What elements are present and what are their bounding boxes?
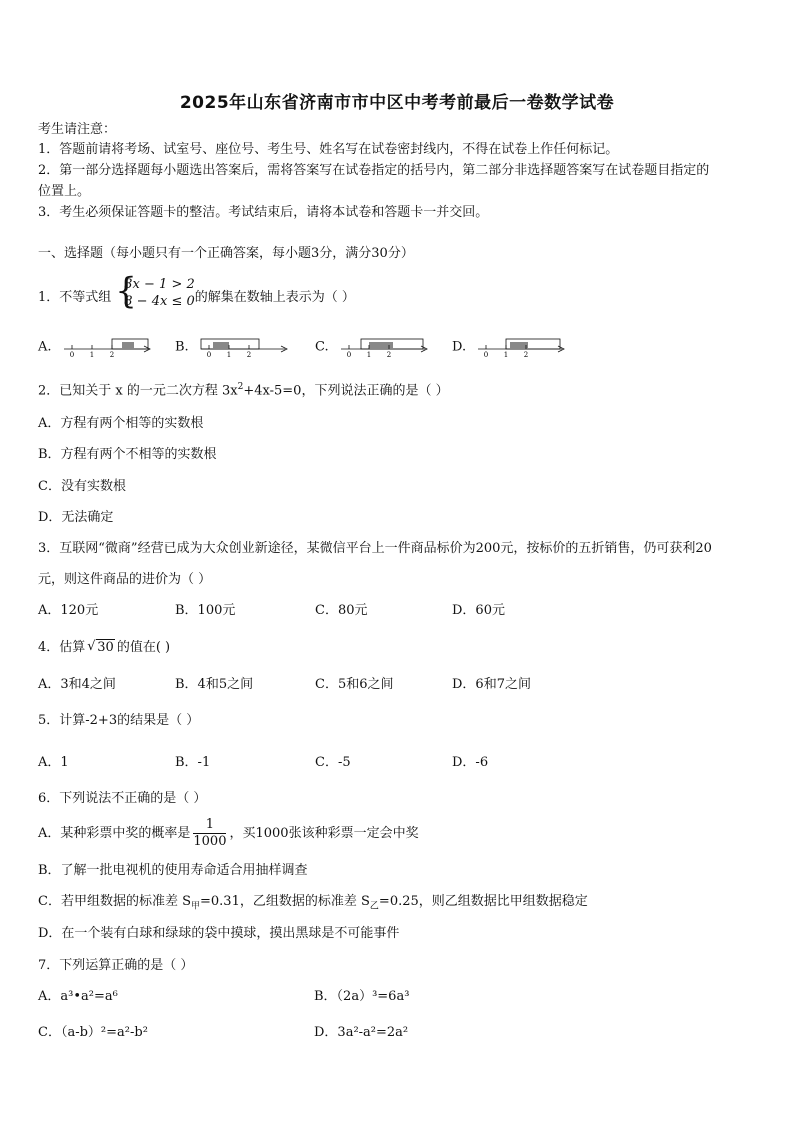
- tick-label: 1: [504, 351, 509, 358]
- notice-heading: 考生请注意：: [38, 122, 117, 137]
- fraction-numerator: 1: [193, 817, 226, 834]
- number-line-c: [339, 336, 429, 358]
- question-4: [38, 639, 170, 657]
- q7-options-row-2: [38, 1024, 758, 1044]
- tick-label: 1: [366, 351, 371, 358]
- question-3-line-2: 元，则这件商品的进价为（ ）: [38, 572, 212, 587]
- tick-label: 2: [246, 351, 252, 358]
- q7-option-b[interactable]: B．（2a）³=6a³: [314, 989, 410, 1004]
- tick-label: 0: [346, 351, 351, 358]
- q1-option-b[interactable]: [175, 336, 289, 358]
- question-7: 7．下列运算正确的是（ ）: [38, 958, 194, 973]
- q4-prefix: 4．估算: [38, 640, 86, 655]
- option-label: A.: [38, 339, 52, 355]
- option-label: C.: [315, 339, 329, 355]
- q5-option-b[interactable]: B．-1: [175, 755, 211, 770]
- q1-option-c[interactable]: [315, 336, 429, 358]
- q7-option-d[interactable]: D．3a²-a²=2a²: [314, 1025, 409, 1040]
- page-title: 2025年山东省济南市市中区中考考前最后一卷数学试卷: [179, 93, 615, 113]
- q3-option-d[interactable]: D．60元: [452, 603, 505, 618]
- tick-label: 0: [206, 351, 212, 358]
- inequality-system: [115, 270, 195, 319]
- number-line-a: [62, 336, 152, 358]
- q1-suffix: 的解集在数轴上表示为（ ）: [194, 290, 355, 305]
- q5-options: [38, 754, 758, 774]
- q6-option-c-text: C．若甲组数据的标准差 S: [38, 894, 191, 909]
- notice-item-2-cont: 位置上。: [38, 184, 91, 199]
- notice-item-3: 3．考生必须保证答题卡的整洁。考试结束后，请将本试卷和答题卡一并交回。: [38, 205, 489, 220]
- q5-option-a[interactable]: A．1: [38, 755, 69, 770]
- tick-label: 2: [109, 351, 114, 358]
- notice-item-2: 2．第一部分选择题每小题选出答案后，需将答案写在试卷指定的括号内，第二部分非选择题答案写在试卷题目指定的: [38, 163, 710, 178]
- question-2: 2．已知关于 x 的一元二次方程 $3x^2+4x-5=0$，下列说法正确的是（ ）: [38, 382, 449, 399]
- option-label: D.: [452, 339, 467, 355]
- q6-option-a[interactable]: [38, 816, 419, 852]
- tick-label: 1: [89, 351, 94, 358]
- tick-label: 1: [226, 351, 232, 358]
- q6-option-c-tail: =0.25，则乙组数据比甲组数据稳定: [378, 894, 588, 909]
- q2-option-b[interactable]: B．方程有两个不相等的实数根: [38, 447, 217, 462]
- tick-label: 2: [524, 351, 529, 358]
- q1-options: [38, 336, 758, 362]
- q4-option-a[interactable]: A．3和4之间: [38, 677, 116, 692]
- q6-option-c[interactable]: [38, 893, 588, 916]
- tick-label: 2: [386, 351, 391, 358]
- q6-option-c-mid: =0.31，乙组数据的标准差 S: [200, 894, 370, 909]
- q4-option-b[interactable]: B．4和5之间: [175, 677, 254, 692]
- subscript-yi: 乙: [369, 901, 379, 912]
- q3-option-b[interactable]: B．100元: [175, 603, 236, 618]
- fraction-denominator: 1000: [193, 834, 227, 849]
- q6-option-d[interactable]: D．在一个装有白球和绿球的袋中摸球，摸出黑球是不可能事件: [38, 926, 400, 941]
- tick-label: 0: [69, 351, 74, 358]
- q3-option-c[interactable]: C．80元: [315, 603, 368, 618]
- inequality-1: 3x − 1 > 2: [124, 277, 195, 292]
- question-6: 6．下列说法不正确的是（ ）: [38, 791, 207, 806]
- q1-option-d[interactable]: [452, 336, 566, 358]
- q2-option-c[interactable]: C．没有实数根: [38, 479, 126, 494]
- q7-options-row-1: [38, 988, 758, 1008]
- q7-option-a[interactable]: A．a³•a²=a⁶: [38, 989, 118, 1004]
- q6-option-a-tail: ，买1000张该种彩票一定会中奖: [229, 826, 419, 841]
- notice-item-1: 1．答题前请将考场、试室号、座位号、考生号、姓名写在试卷密封线内，不得在试卷上作任何标记。: [38, 142, 619, 157]
- number-line-b: [199, 336, 289, 358]
- q2-stem: 2．已知关于 x 的一元二次方程 3x: [38, 383, 238, 399]
- q5-option-c[interactable]: C．-5: [315, 755, 351, 770]
- q6-option-a-text: A．某种彩票中奖的概率是: [38, 826, 191, 841]
- q4-option-d[interactable]: D．6和7之间: [452, 677, 531, 692]
- q1-prefix: 1．不等式组: [38, 290, 112, 305]
- number-line-d: [476, 336, 566, 358]
- sqrt-expression: [87, 639, 115, 657]
- inequality-2: 8 − 4x ≤ 0: [124, 294, 195, 309]
- tick-label: 0: [484, 351, 489, 358]
- q6-option-b[interactable]: B．了解一批电视机的使用寿命适合用抽样调查: [38, 863, 308, 878]
- q5-option-d[interactable]: D．-6: [452, 755, 489, 770]
- q4-options: [38, 676, 758, 696]
- question-3-line-1: 3．互联网“微商”经营已成为大众创业新途径，某微信平台上一件商品标价为200元，按标价的五折销售，仍可获利20: [38, 541, 712, 556]
- question-5: 5．计算-2+3的结果是（ ）: [38, 713, 200, 728]
- sqrt-icon: √: [87, 639, 96, 654]
- fraction: [193, 817, 226, 850]
- q2-option-a[interactable]: A．方程有两个相等的实数根: [38, 416, 204, 431]
- q2-stem-tail: +4x-5=0，下列说法正确的是（ ）: [243, 383, 449, 399]
- subscript-jia: 甲: [191, 901, 201, 912]
- q3-option-a[interactable]: A．120元: [38, 603, 99, 618]
- q3-options: [38, 602, 758, 622]
- q4-suffix: 的值在( ): [116, 640, 171, 655]
- radicand: 30: [97, 640, 114, 655]
- brace-icon: {: [115, 270, 137, 312]
- q2-option-d[interactable]: D．无法确定: [38, 510, 114, 525]
- q4-option-c[interactable]: C．5和6之间: [315, 677, 394, 692]
- question-1: [38, 270, 355, 319]
- q7-option-c[interactable]: C．（a-b）²=a²-b²: [38, 1025, 148, 1040]
- option-label: B.: [175, 339, 189, 355]
- section-heading: 一、选择题（每小题只有一个正确答案，每小题3分，满分30分）: [38, 246, 414, 261]
- q1-option-a[interactable]: [38, 336, 152, 358]
